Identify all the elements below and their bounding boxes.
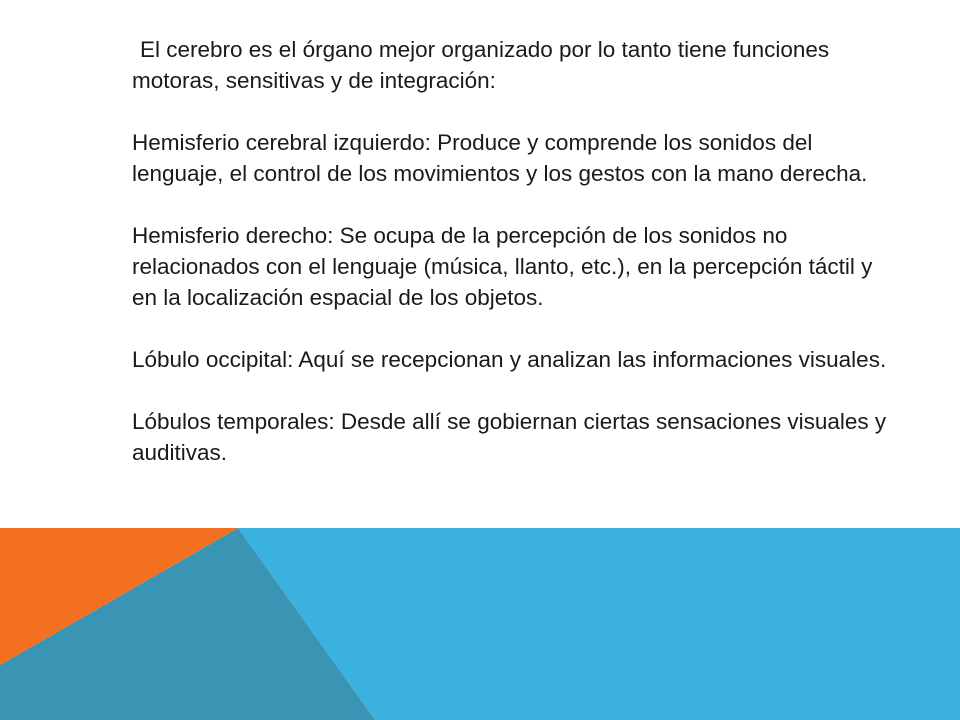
temporal-lobes-paragraph: Lóbulos temporales: Desde allí se gobiernan ciertas sensaciones visuales y auditivas.	[132, 409, 887, 465]
slide-body-text	[132, 34, 892, 499]
left-hemisphere-paragraph: Hemisferio cerebral izquierdo: Produce y comprende los sonidos del lenguaje, el control de los movimientos y los gestos con la mano derecha.	[132, 130, 868, 186]
right-hemisphere-paragraph: Hemisferio derecho: Se ocupa de la percepción de los sonidos no relacionados con el lenguaje (música, llanto, etc.), en la percepción táctil y en la localización espacial de los objetos.	[132, 223, 873, 310]
intro-paragraph: El cerebro es el órgano mejor organizado por lo tanto tiene funciones motoras, sensitivas y de integración:	[132, 37, 830, 93]
occipital-lobe-paragraph: Lóbulo occipital: Aquí se recepcionan y analizan las informaciones visuales.	[132, 347, 887, 372]
